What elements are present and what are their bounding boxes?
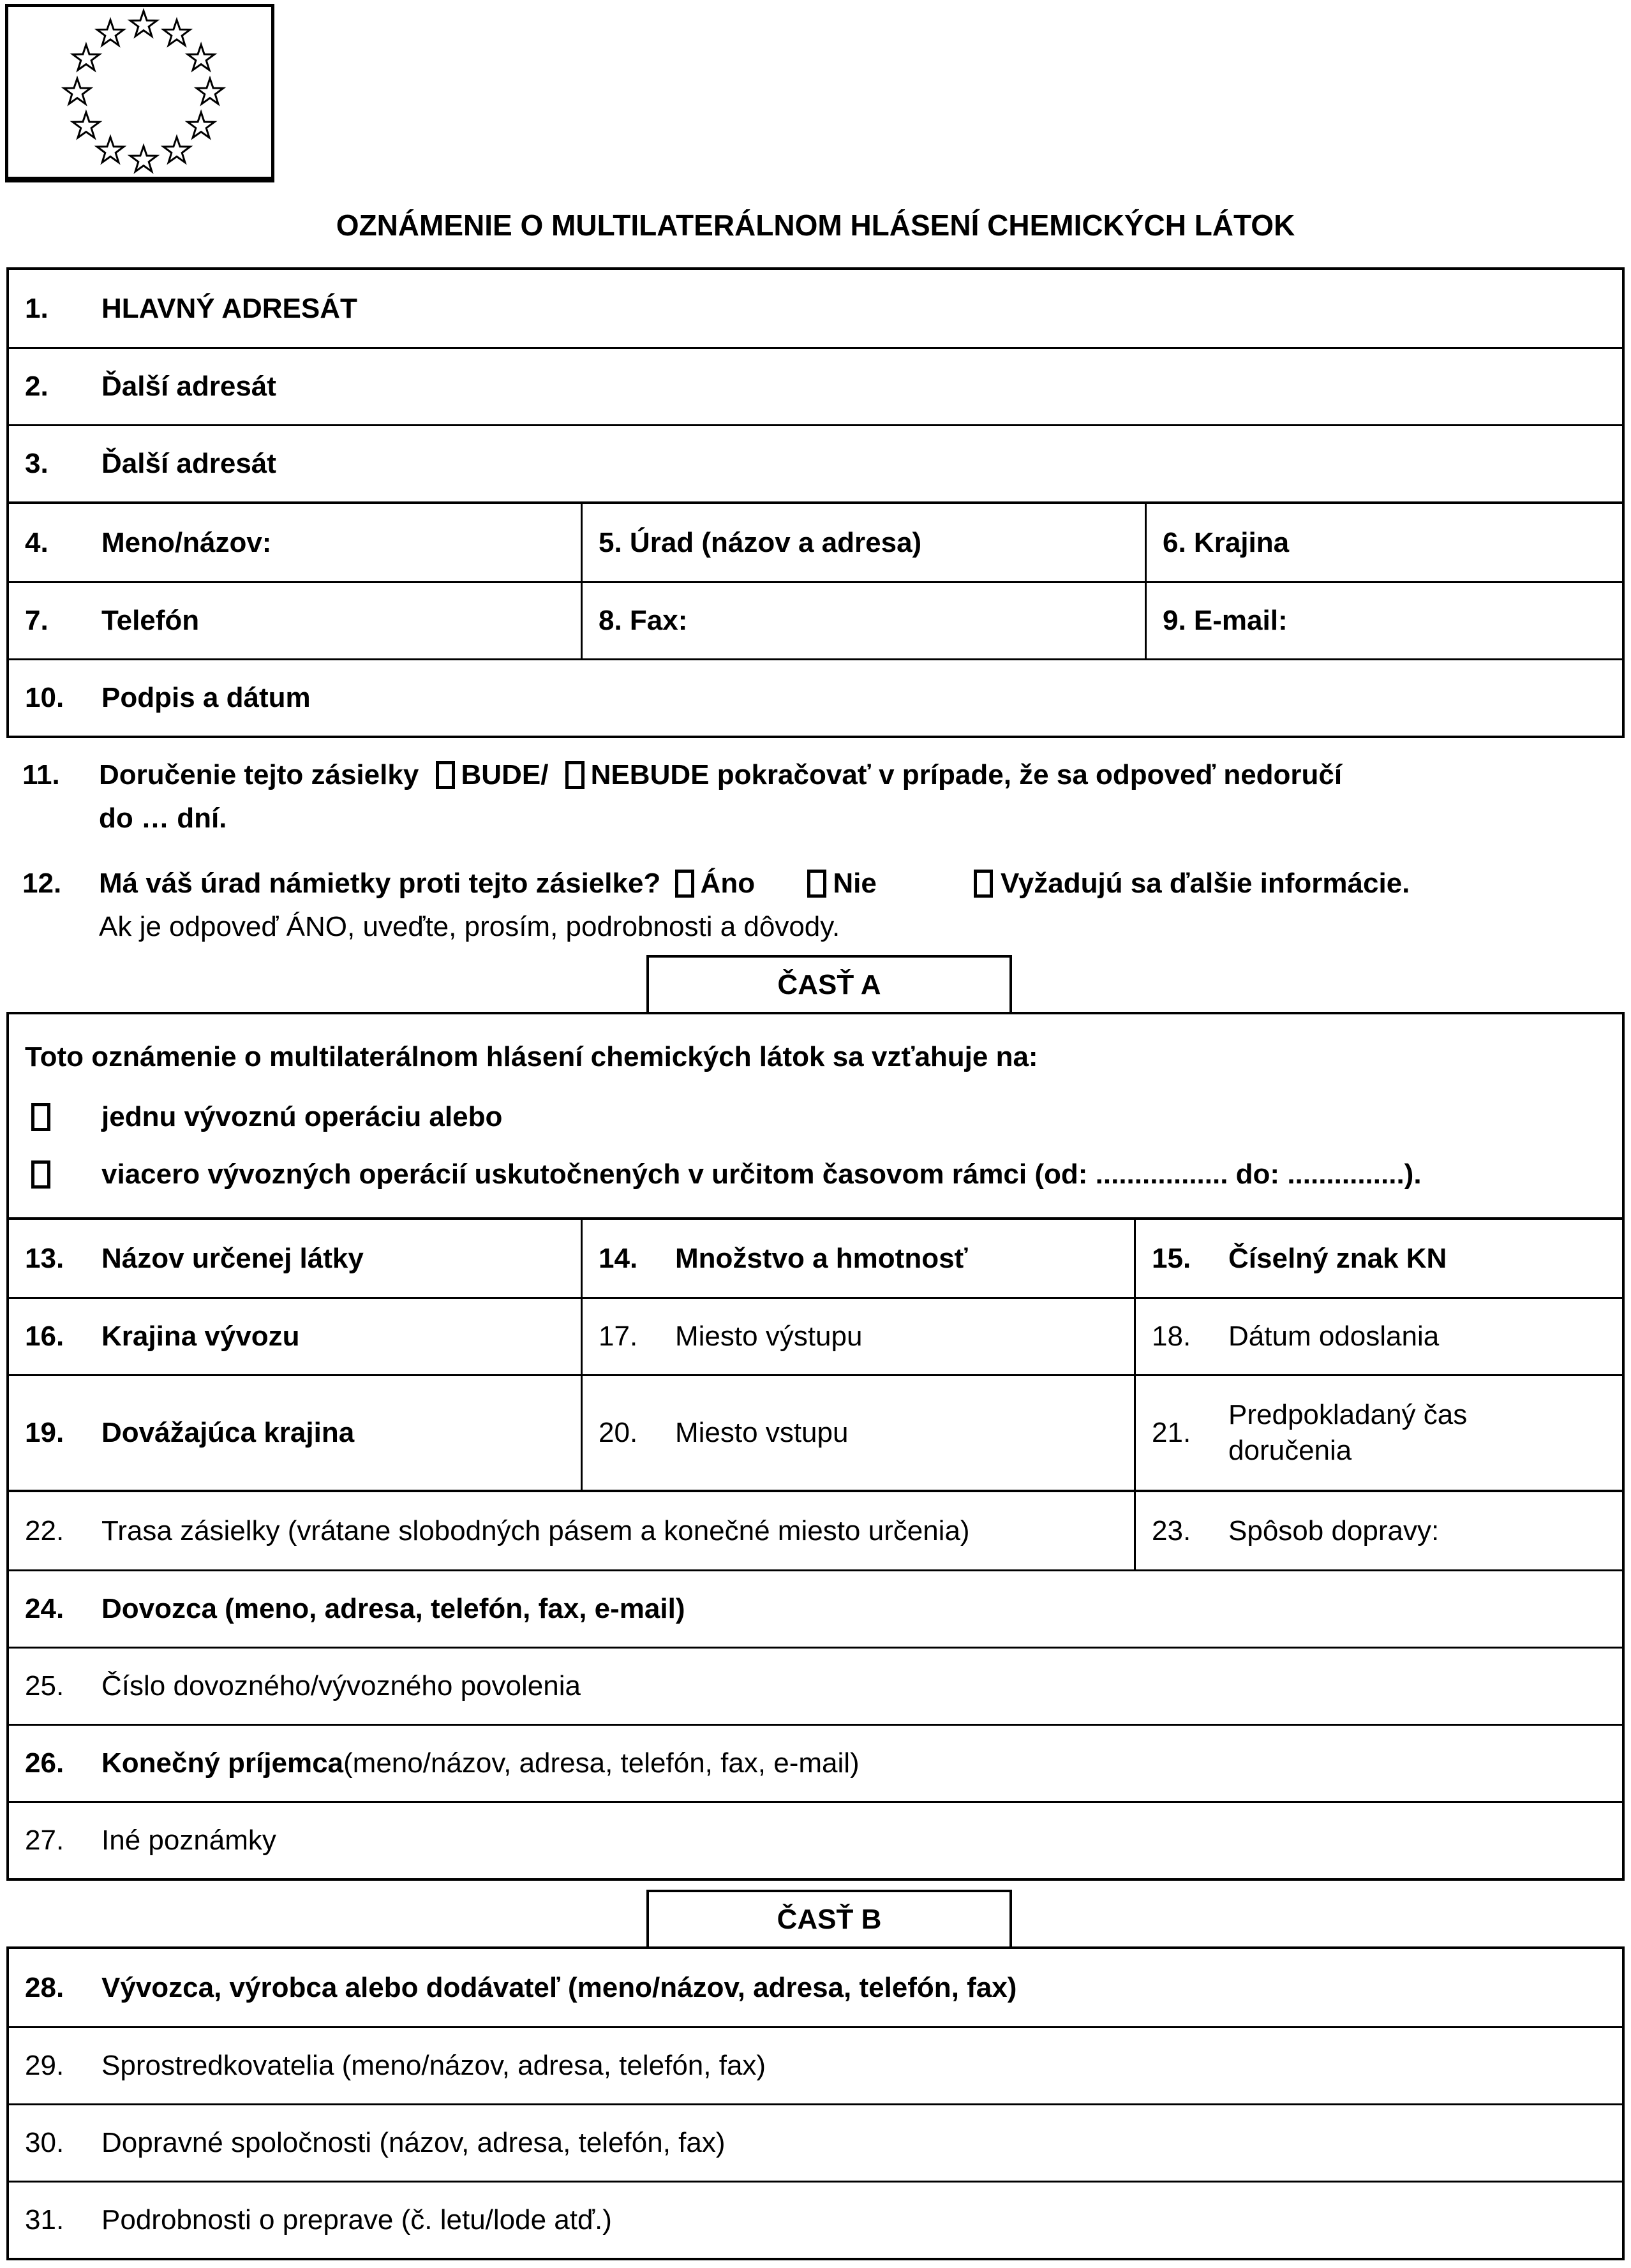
field-number: 27. [25, 1825, 64, 1856]
shipment-row-2 [9, 1297, 1622, 1374]
exporter-table [6, 1946, 1625, 2260]
field-7-phone [9, 583, 581, 658]
field-number: 16. [25, 1321, 64, 1352]
route-consignee-table [6, 1490, 1625, 1881]
field-10-signature-date [9, 658, 1622, 736]
checkbox-bude[interactable] [436, 761, 455, 789]
field-label: Ďalší adresát [101, 448, 276, 479]
field-label: Podrobnosti o preprave (č. letu/lode atď.) [101, 2204, 612, 2235]
field-label: Miesto výstupu [675, 1321, 863, 1352]
field-number: 18. [1152, 1321, 1191, 1352]
question-11-line-1 [99, 753, 1625, 797]
eu-flag-logo [5, 4, 274, 182]
field-17-exit-point [581, 1299, 1134, 1374]
field-label: Trasa zásielky (vrátane slobodných pásem a konečné miesto určenia) [101, 1515, 970, 1546]
checkbox-nebude[interactable] [565, 761, 585, 789]
field-label: 8. Fax: [599, 605, 688, 636]
field-29-intermediaries [9, 2026, 1622, 2103]
field-14-quantity-weight [581, 1220, 1134, 1297]
field-31-transport-details [9, 2181, 1622, 2258]
question-11 [22, 753, 1625, 840]
field-2-other-addressee [9, 347, 1622, 424]
field-19-importing-country [9, 1376, 581, 1490]
field-number: 21. [1152, 1417, 1191, 1448]
field-label: Spôsob dopravy: [1228, 1515, 1440, 1546]
option-yes-label: Áno [700, 868, 756, 899]
form-title: OZNÁMENIE O MULTILATERÁLNOM HLÁSENÍ CHEMICKÝCH LÁTOK [336, 209, 1295, 242]
scope-option-single-label: jednu vývoznú operáciu alebo [101, 1101, 503, 1132]
scope-option-multiple [9, 1159, 1622, 1190]
field-number: 26. [25, 1747, 64, 1779]
contact-row-1 [9, 504, 1622, 581]
route-row [9, 1492, 1622, 1569]
field-number: 11. [22, 759, 60, 790]
shipment-table [6, 1217, 1625, 1492]
field-label: 6. Krajina [1163, 526, 1290, 558]
field-label: Predpokladaný čas doručenia [1228, 1399, 1468, 1466]
field-16-export-country [9, 1299, 581, 1374]
field-label: Telefón [101, 605, 200, 636]
field-label: Číslo dovozného/vývozného povolenia [101, 1670, 581, 1701]
addressee-table [6, 267, 1625, 504]
scope-option-single [9, 1101, 1622, 1133]
field-3-other-addressee [9, 424, 1622, 501]
field-label: Množstvo a hmotnosť [675, 1242, 968, 1274]
field-number: 7. [25, 605, 48, 636]
form-body [6, 267, 1625, 2260]
scope-option-multiple-label: viacero vývozných operácií uskutočnených v určitom časovom rámci (od: ................. do: ...............). [101, 1159, 1422, 1190]
checkbox-no[interactable] [807, 870, 826, 898]
field-label: Krajina vývozu [101, 1321, 300, 1352]
field-number: 4. [25, 526, 48, 558]
field-21-expected-delivery-time [1134, 1376, 1625, 1490]
field-24-importer [9, 1569, 1622, 1647]
field-number: 23. [1152, 1515, 1191, 1546]
field-27-other-remarks [9, 1801, 1622, 1878]
field-label: Miesto vstupu [675, 1417, 849, 1448]
field-label: HLAVNÝ ADRESÁT [101, 292, 357, 324]
option-bude-label: BUDE/ [461, 759, 549, 790]
field-28-exporter [9, 1949, 1622, 2026]
field-label: Iné poznámky [101, 1825, 276, 1856]
field-label: Dovozca (meno, adresa, telefón, fax, e-mail) [101, 1593, 685, 1624]
contact-row-2 [9, 581, 1622, 658]
field-number: 12. [22, 868, 62, 899]
field-number: 3. [25, 448, 48, 479]
shipment-row-1 [9, 1220, 1622, 1297]
field-number: 30. [25, 2127, 64, 2158]
field-number: 19. [25, 1417, 64, 1448]
field-20-entry-point [581, 1376, 1134, 1490]
field-number: 20. [599, 1417, 638, 1448]
contact-table [6, 501, 1625, 738]
field-25-permit-number [9, 1647, 1622, 1724]
field-number: 25. [25, 1670, 64, 1701]
question-11-line-2: do … dní. [99, 803, 227, 834]
field-number: 10. [25, 682, 64, 713]
eu-stars-icon [8, 7, 271, 177]
question-11-text: Doručenie tejto zásielky [99, 759, 419, 790]
part-b-label: ČASŤ B [777, 1903, 882, 1935]
field-13-substance-name [9, 1220, 581, 1297]
field-number: 22. [25, 1515, 64, 1546]
field-26-final-consignee [9, 1724, 1622, 1801]
field-label: 5. Úrad (názov a adresa) [599, 526, 922, 558]
field-label: Ďalší adresát [101, 371, 276, 402]
field-label: Dopravné spoločnosti (názov, adresa, telefón, fax) [101, 2127, 726, 2158]
field-4-name [9, 504, 581, 581]
checkbox-multiple-exports[interactable] [31, 1160, 50, 1189]
questions-11-12 [6, 738, 1625, 955]
shipment-row-3 [9, 1374, 1622, 1490]
question-12-note: Ak je odpoveď ÁNO, uveďte, prosím, podrobnosti a dôvody. [99, 911, 840, 942]
question-12-text: Má váš úrad námietky proti tejto zásielke? [99, 868, 661, 899]
field-label: Názov určenej látky [101, 1242, 364, 1274]
part-b-header [646, 1890, 1012, 1949]
part-a-header [646, 955, 1012, 1014]
field-18-dispatch-date [1134, 1299, 1625, 1374]
field-label: Číselný znak KN [1228, 1242, 1447, 1274]
part-a-label: ČASŤ A [777, 968, 881, 1000]
field-label-suffix: (meno/názov, adresa, telefón, fax, e-mail) [343, 1747, 860, 1779]
field-number: 24. [25, 1593, 64, 1624]
field-number: 17. [599, 1321, 638, 1352]
field-5-authority [581, 504, 1145, 581]
field-22-route [9, 1492, 1134, 1569]
scope-section [6, 1012, 1625, 1220]
field-number: 28. [25, 1971, 64, 2003]
field-9-email [1145, 583, 1625, 658]
field-23-transport-mode [1134, 1492, 1625, 1569]
field-number: 29. [25, 2050, 64, 2081]
field-label: Konečný príjemca [101, 1747, 344, 1779]
question-12 [22, 862, 1625, 949]
field-1-main-addressee [9, 270, 1622, 347]
field-label: Dovážajúca krajina [101, 1417, 355, 1448]
field-label: Podpis a dátum [101, 682, 311, 713]
option-more-info-label: Vyžadujú sa ďalšie informácie. [1001, 868, 1410, 899]
field-number: 13. [25, 1242, 64, 1274]
field-30-transport-companies [9, 2103, 1622, 2181]
field-label: Vývozca, výrobca alebo dodávateľ (meno/názov, adresa, telefón, fax) [101, 1971, 1017, 2003]
scope-intro: Toto oznámenie o multilaterálnom hlásení chemických látok sa vzťahuje na: [25, 1041, 1038, 1072]
checkbox-yes[interactable] [675, 870, 694, 898]
question-12-line-1 [99, 862, 1625, 905]
checkbox-more-info[interactable] [974, 870, 993, 898]
field-number: 31. [25, 2204, 64, 2235]
option-no-label: Nie [833, 868, 877, 899]
field-number: 15. [1152, 1242, 1191, 1274]
field-15-cn-code [1134, 1220, 1625, 1297]
field-number: 2. [25, 371, 48, 402]
option-nebude-label: NEBUDE pokračovať v prípade, že sa odpoveď nedoručí [590, 759, 1343, 790]
field-8-fax [581, 583, 1145, 658]
field-number: 1. [25, 292, 48, 324]
field-label: Sprostredkovatelia (meno/názov, adresa, telefón, fax) [101, 2050, 766, 2081]
field-6-country [1145, 504, 1625, 581]
field-number: 14. [599, 1242, 638, 1274]
field-label: Dátum odoslania [1228, 1321, 1440, 1352]
field-label: 9. E-mail: [1163, 605, 1288, 636]
field-label: Meno/názov: [101, 526, 272, 558]
checkbox-single-export[interactable] [31, 1103, 50, 1131]
